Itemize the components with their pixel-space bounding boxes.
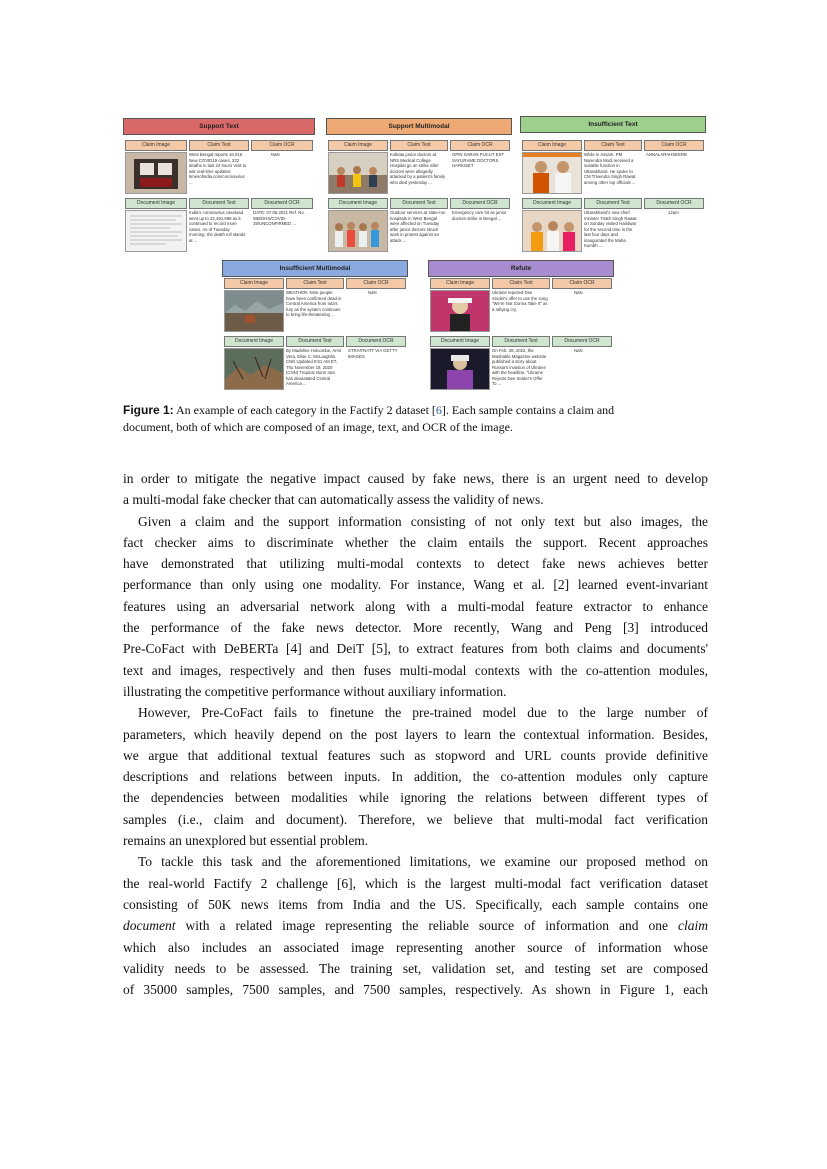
claim-image: [430, 290, 490, 332]
claim-text: WEATHER: Nine people have been confirmed dead in Central America from Iota's fury as the system continues to bring life-threatening ...: [286, 290, 342, 317]
paragraph-4-line: the real-world Factify 2 challenge [6], which is the largest multi-modal fact verification dataset: [123, 875, 708, 891]
claim-text: Ukraine rejected Dee Snider's offer to use the song "We're Not Gonna Take It" as a rallying cry.: [492, 290, 548, 312]
panel-support-multimodal: [326, 118, 512, 258]
paragraph-2-line: Pre-CoFact with DeBERTa [4] and DeiT [5], to extract features from both claims and documents': [123, 641, 708, 657]
col-claim-text: Claim Text: [492, 278, 550, 289]
col-claim-image: Claim Image: [430, 278, 490, 289]
paragraph-3-line: However, Pre-CoFact fails to finetune the pre-trained model due to the large number of: [138, 705, 708, 721]
document-image: [522, 210, 582, 252]
claim-image: [125, 152, 187, 194]
col-document-ocr: Document OCR: [450, 198, 510, 209]
col-document-ocr: Document OCR: [552, 336, 612, 347]
line-text: with a related image representing the reliable source of information and one: [175, 918, 678, 934]
claim-ocr: NaN: [368, 290, 377, 295]
paragraph-2-line: the performance of the fake news detector. More recently, Wang and Peng [3] introduced: [123, 620, 708, 636]
paragraph-2-line: features using an adversarial network along with a multi-modal feature extractor to enhance: [123, 598, 708, 614]
col-document-image: Document Image: [522, 198, 582, 209]
col-document-text: Document Text: [390, 198, 448, 209]
col-claim-ocr: Claim OCR: [251, 140, 313, 151]
paragraph-2-line: illustrating the competitive performance without auxiliary information.: [123, 683, 507, 699]
paragraph-3-line: descriptions and relations between inputs. In addition, the co-attention modules only capture: [123, 769, 708, 785]
col-document-text: Document Text: [286, 336, 344, 347]
document-text: India's coronavirus caseload went up to 22,491,598 as it continued to record more cases. As of Tuesday morning, the death toll stands at ...: [189, 210, 246, 243]
col-claim-ocr: Claim OCR: [346, 278, 406, 289]
body-text: [123, 468, 708, 1000]
document-image: [125, 210, 187, 252]
col-document-text: Document Text: [492, 336, 550, 347]
col-claim-text: Claim Text: [390, 140, 448, 151]
panel-refute: [428, 260, 614, 402]
claim-ocr: ANNALARAHSEERB: [646, 152, 687, 157]
document-image: [224, 348, 284, 390]
document-ocr: Emergency care hit as junior doctors strike in Bengal ...: [452, 210, 507, 221]
col-claim-text: Claim Text: [189, 140, 249, 151]
document-ocr: 12am: [668, 210, 679, 215]
col-claim-ocr: Claim OCR: [552, 278, 612, 289]
document-text: On Feb. 28, 2022, the Mashable Magazine website published a story about Russia's invasion of Ukraine with the headline, "Ukraine Rejects Dee Snider's Offer To ...: [492, 348, 547, 386]
col-document-image: Document Image: [224, 336, 284, 347]
paragraph-3-line: samples (i.e., claim and document). Therefore, we believe that multi-modal fact verification: [123, 811, 708, 827]
paragraph-1-line: a multi-modal fake checker that can automatically assess the validity of news.: [123, 492, 544, 508]
emphasis-claim: claim: [678, 918, 708, 934]
document-ocr: NaN: [574, 348, 583, 353]
col-claim-ocr: Claim OCR: [644, 140, 704, 151]
col-document-text: Document Text: [584, 198, 642, 209]
col-document-image: Document Image: [328, 198, 388, 209]
panel-insufficient-text: [520, 116, 706, 258]
col-claim-text: Claim Text: [286, 278, 344, 289]
document-image: [430, 348, 490, 390]
caption-label: Figure 1:: [123, 403, 174, 417]
category-title: Insufficient Multimodal: [222, 260, 408, 277]
paragraph-4-line: of 35000 samples, 7500 samples, and 7500 samples, respectively. As shown in Figure 1, each: [123, 982, 708, 998]
emphasis-document: document: [123, 918, 176, 934]
claim-ocr: NaN: [271, 152, 280, 157]
col-claim-ocr: Claim OCR: [450, 140, 510, 151]
paragraph-2-line: performance than only using one modality. For instance, Wang et al. [2] learned event-invariant: [123, 577, 708, 593]
col-claim-image: Claim Image: [522, 140, 582, 151]
claim-ocr: NaN: [574, 290, 583, 295]
document-ocr: DATE: 07.05.2021 Ref. No. WB/DHS/COVID-19/UNCONFIRMED ...: [253, 210, 305, 226]
claim-text: West Bengal reports 16,016 New COVID19 cases, 222 deaths in last 24 hours Visit to ask real-time updates: timesofindia.com/coronavirus ...: [189, 152, 247, 185]
paragraph-3-line: we argue that additional textual features such as stopword and URL counts provide definitive: [123, 747, 708, 763]
paragraph-1-line: in order to mitigate the negative impact caused by fake news, there is an urgent need to develop: [123, 471, 708, 486]
figure-caption: [123, 402, 708, 435]
panel-support-text: [123, 118, 315, 258]
category-title: Refute: [428, 260, 614, 277]
paragraph-3-line: the dependencies between modalities while ignoring the relations between different types of: [123, 790, 708, 806]
col-document-ocr: Document OCR: [644, 198, 704, 209]
panel-insufficient-multimodal: [222, 260, 408, 402]
col-document-image: Document Image: [125, 198, 187, 209]
document-text: Uttarakhand's new chief minister Tirath Singh Rawat on Sunday visited Haridwar for the second time in the last four days and inaugurated the Maha Kumbh ...: [584, 210, 637, 248]
citation-link[interactable]: 6: [435, 403, 442, 417]
document-ocr: STRAITNATT VIA GETTY IMAGES: [348, 348, 398, 359]
category-title: Support Multimodal: [326, 118, 512, 135]
figure-1: [120, 112, 710, 412]
category-title: Support Text: [123, 118, 315, 135]
col-document-ocr: Document OCR: [251, 198, 313, 209]
claim-text: While in Assam, PM Narendra Modi received a suitable function in Uttarakhand. He spoke to CM Trivendra Singh Rawat among other top officials ...: [584, 152, 636, 185]
col-claim-image: Claim Image: [224, 278, 284, 289]
paragraph-2-line: fact checker aims to discriminate whether the claim entails the support. Recent approaches: [123, 534, 708, 550]
col-document-text: Document Text: [189, 198, 249, 209]
paragraph-2-line: have demonstrated that utilizing multi-modal contexts to detect fake news achieves better: [123, 556, 708, 572]
col-claim-text: Claim Text: [584, 140, 642, 151]
claim-image: [522, 152, 582, 194]
col-document-image: Document Image: [430, 336, 490, 347]
claim-image: [328, 152, 388, 194]
paragraph-4-line: To tackle this task and the aforementioned limitations, we examine our proposed method on: [138, 854, 708, 870]
paragraph-2-line: text and images, respectively and then fuses multi-modal contexts with the co-attention modules,: [123, 662, 708, 678]
col-claim-image: Claim Image: [125, 140, 187, 151]
document-text: Outdoor services at state-run hospitals in West Bengal were affected on Tuesday after junior doctors struck work in protest against an attack ...: [390, 210, 446, 243]
claim-ocr: OPIN SARAN PUCUT EST SAYURAME DOCTORS HARKISET: [452, 152, 504, 168]
document-image: [328, 210, 388, 252]
paragraph-2-line: Given a claim and the support information consisting of not only text but also images, the: [138, 513, 708, 529]
claim-text: Kolkata junior doctors at NRS Medical College Hospital go on strike after doctors were allegedly attacked by a patient's family who died yesterday ...: [390, 152, 446, 185]
paragraph-4-line: [123, 915, 708, 936]
document-text: By Madeline Holcombe, Amir Vera, Elise C. McLaughlin, CNN Updated 8:51 AM ET, Thu November 19, 2020 (CNN) Tropical storm Iota has devastated Central America ...: [286, 348, 342, 386]
claim-image: [224, 290, 284, 332]
caption-text-2: ]. Each sample contains a claim and: [441, 403, 615, 417]
paragraph-4-line: which also includes an associated image representing another source of information whose: [123, 939, 708, 955]
caption-line-2: document, both of which are composed of an image, text, and OCR of the image.: [123, 419, 513, 434]
caption-line-1: [123, 402, 708, 419]
category-title: Insufficient Text: [520, 116, 706, 133]
paragraph-4-line: validity needs to be assessed. The training set, validation set, and testing set are composed: [123, 960, 708, 976]
paragraph-4-line: consisting of 50K news items from India and the US. Specifically, each sample contains one: [123, 896, 708, 912]
paragraph-3-line: remains an unexplored but essential problem.: [123, 833, 369, 849]
caption-text-1: An example of each category in the Factify 2 dataset [: [173, 403, 436, 417]
col-claim-image: Claim Image: [328, 140, 388, 151]
paragraph-3-line: parameters, which heavily depend on the post layers to learn the contextual information. Besides,: [123, 726, 708, 742]
col-document-ocr: Document OCR: [346, 336, 406, 347]
